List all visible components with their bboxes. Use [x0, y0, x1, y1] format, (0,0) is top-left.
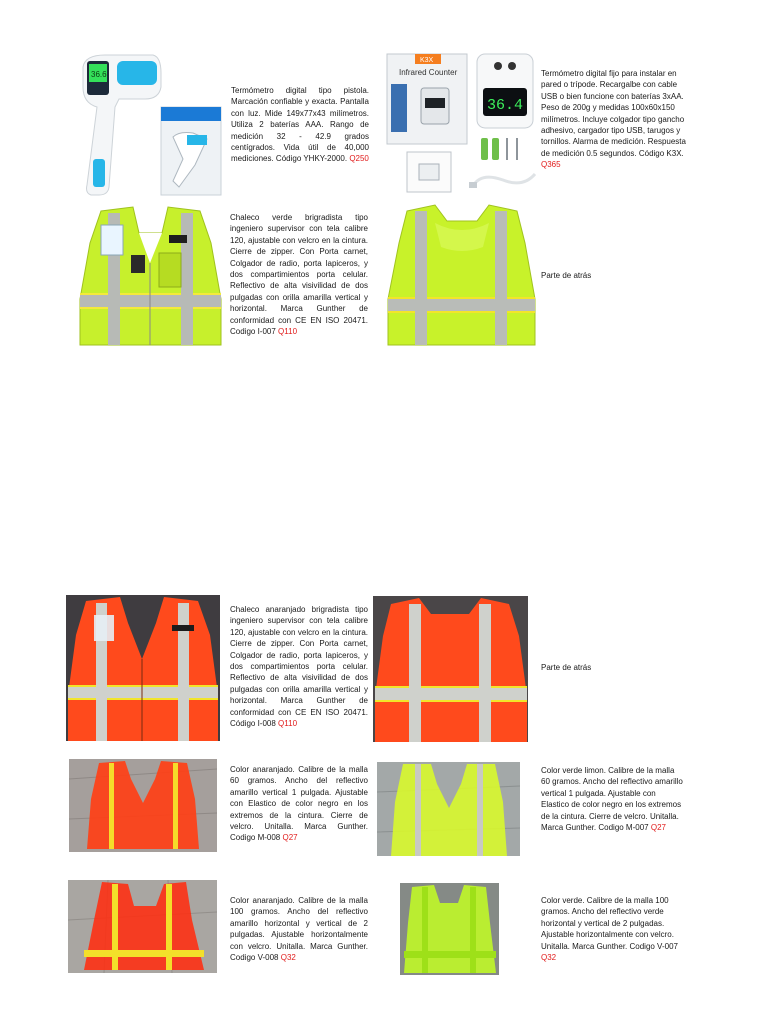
vest-orange-back-photo [373, 596, 528, 742]
price-label: Q250 [349, 154, 369, 164]
price-label: Q110 [278, 719, 298, 729]
vest-orange-front-description [230, 604, 368, 729]
vest-green-back-caption [541, 270, 661, 281]
vest-orange-back-caption [541, 662, 661, 673]
mesh-vest-lime-m007-description [541, 765, 683, 833]
mesh-vest-orange-v008-photo [68, 880, 217, 973]
vest-orange-front-photo [66, 595, 220, 741]
mesh-vest-orange-m008-photo [69, 759, 217, 852]
description-text: Termómetro digital fijo para instalar en pared o trípode. Recargalbe con cable USB o bien funcione con baterías 3xAA. Peso de 200g y medidas 100x60x150 milímetros. Incluye colgador tipo gancho adhesivo, cargador tipo USB, tarugos y tornillos. Alarma de medición. Respuesta de medición 0.5 segundos. Código K3X. [541, 69, 686, 158]
thermometer-gun-photo [75, 47, 227, 199]
mesh-vest-orange-m008-description [230, 764, 368, 844]
price-label: Q365 [541, 160, 561, 170]
mesh-vest-green-v007-description [541, 895, 683, 963]
price-label: Q32 [280, 953, 296, 963]
description-text: Color anaranjado. Calibre de la malla 60 gramos. Ancho del reflectivo amarillo vertical 1 pulgada. Ajustable con Elastico de color negro en los extremos de la cintura. Cierre de velcro. Unitalla. Marca Gunther. Codigo M-008 [230, 765, 368, 843]
vest-green-front-photo [75, 203, 226, 348]
price-label: Q110 [278, 327, 298, 337]
thermometer-wall-photo [385, 48, 538, 200]
box-title-text: Infrared Counter [399, 68, 458, 77]
vest-green-back-photo [385, 203, 538, 348]
vest-green-front-description [230, 212, 368, 337]
mesh-vest-green-v007-photo [400, 883, 499, 975]
description-text: Color verde. Calibre de la malla 100 gramos. Ancho del reflectivo verde horizontal y vertical de 2 pulgadas. Ajustable horizontalmente con velcro. Unitalla. Marca Gunther. Codigo V-007 [541, 896, 678, 951]
box-brand-text: K3X [420, 57, 434, 64]
thermometer-wall-description [541, 68, 691, 171]
mesh-vest-orange-v008-description [230, 895, 368, 963]
price-label: Q27 [650, 823, 666, 833]
price-label: Q27 [282, 833, 298, 843]
mesh-vest-lime-m007-photo [377, 762, 520, 856]
caption-text: Parte de atrás [541, 271, 592, 280]
thermometer-gun-description [231, 85, 369, 165]
gun-display-value: 36.6 [91, 70, 107, 79]
description-text: Chaleco anaranjado brigradista tipo ingeniero supervisor con tela calibre 120, ajustable con velcro en la cintura. Cierre de zipper. Con Porta carnet, Colgador de radio, porta lapiceros, y dos compartimientos porta celular. Reflectivo de alta visivilidad de dos pulgadas con orilla amarilla vertical y horizontal. Marca Gunther de conformidad con CE EN ISO 20471. Código I-008 [230, 605, 368, 729]
description-text: Color verde limon. Calibre de la malla 60 gramos. Ancho del reflectivo amarillo vertical 1 pulgada. Ajustable con Elastico de color negro en los extremos de la cintura. Cierre de velcro. Unitalla. Marca Gunther. Codigo M-007 [541, 766, 683, 833]
description-text: Termómetro digital tipo pistola. Marcación confiable y exacta. Pantalla con luz. Mide 149x77x43 milímetros. Utiliza 2 baterías AAA. Rango de medición 32 - 42.9 grados centígrados. Vida útil de 40,000 mediciones. Código YHKY-2000. [231, 86, 369, 164]
description-text: Color anaranjado. Calibre de la malla 100 gramos. Ancho del reflectivo amarillo horizontal y vertical de 2 pulgadas. Ajustable horizontalmente con velcro. Unitalla. Marca Gunther. Codigo V-008 [230, 896, 368, 963]
caption-text: Parte de atrás [541, 663, 592, 672]
price-label: Q32 [541, 953, 557, 963]
wall-display-value: 36.4 [487, 97, 524, 114]
description-text: Chaleco verde brigradista tipo ingeniero supervisor con tela calibre 120, ajustable con velcro en la cintura. Cierre de zipper. Con Porta carnet, Colgador de radio, porta lapiceros, y dos compartimientos porta celular. Reflectivo de alta visivilidad de dos pulgadas con orilla amarilla vertical y horizontal. Marca Gunther de conformidad con CE EN ISO 20471. Codigo I-007 [230, 213, 368, 337]
